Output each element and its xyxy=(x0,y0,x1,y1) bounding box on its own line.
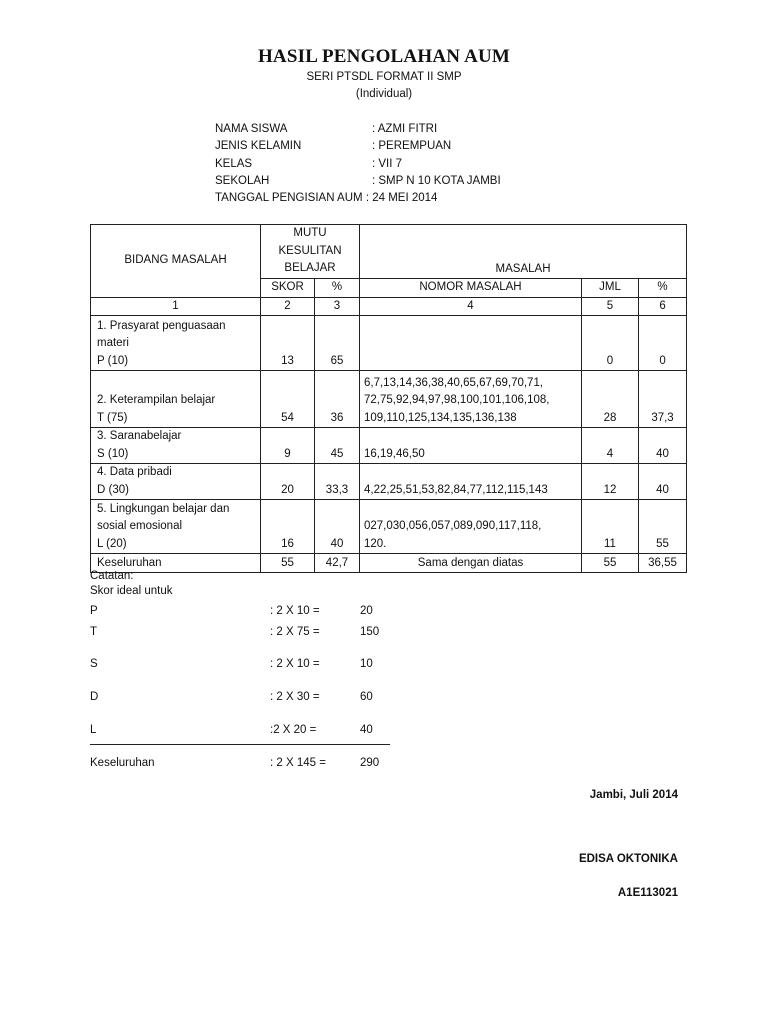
jml-cell: 11 xyxy=(582,500,639,554)
table-row-sarana xyxy=(91,428,687,464)
skor-cell: 20 xyxy=(261,464,315,500)
nomor-cell xyxy=(360,316,582,371)
header-pct: % xyxy=(315,279,360,298)
jml-cell: 28 xyxy=(582,371,639,428)
total-skor: 55 xyxy=(261,554,315,573)
info-value: : VII 7 xyxy=(372,157,403,170)
info-label: KELAS xyxy=(215,157,253,170)
table-header-row xyxy=(91,225,687,279)
pct2-cell: 40 xyxy=(639,428,687,464)
calc-row-l xyxy=(90,721,390,739)
header-jml: JML xyxy=(582,279,639,298)
calc-row-p xyxy=(90,602,390,620)
info-value: : SMP N 10 KOTA JAMBI xyxy=(372,174,501,187)
table-row-total xyxy=(91,554,687,573)
bidang-cell: 3. Saranabelajar S (10) xyxy=(91,428,261,464)
total-nomor: Sama dengan diatas xyxy=(360,554,582,573)
header-bidang-masalah: BIDANG MASALAH xyxy=(91,225,261,298)
skor-cell: 9 xyxy=(261,428,315,464)
total-jml: 55 xyxy=(582,554,639,573)
bidang-cell: 5. Lingkungan belajar dan sosial emosional L (20) xyxy=(91,500,261,554)
jml-cell: 0 xyxy=(582,316,639,371)
calc-formula: : 2 X 10 = xyxy=(270,605,320,617)
col-number: 4 xyxy=(360,297,582,316)
info-row-school xyxy=(215,173,501,190)
col-number: 1 xyxy=(91,297,261,316)
info-value: : PEREMPUAN xyxy=(372,140,452,153)
jml-cell: 4 xyxy=(582,428,639,464)
calc-row-total xyxy=(90,754,390,772)
total-pct: 42,7 xyxy=(315,554,360,573)
nomor-cell: 4,22,25,51,53,82,84,77,112,115,143 xyxy=(360,464,582,500)
calc-key: P xyxy=(90,605,98,617)
info-value: : AZMI FITRI xyxy=(372,123,438,135)
skor-cell: 54 xyxy=(261,371,315,428)
total-label: Keseluruhan xyxy=(91,554,261,573)
table-row-lingkungan xyxy=(91,500,687,554)
sum-divider-line xyxy=(90,744,390,745)
bidang-cell: 4. Data pribadi D (30) xyxy=(91,464,261,500)
calc-key: L xyxy=(90,724,97,736)
nomor-cell: 027,030,056,057,089,090,117,118, 120. xyxy=(360,500,582,554)
calc-formula: : 2 X 30 = xyxy=(270,691,320,703)
header-masalah: MASALAH xyxy=(360,225,687,279)
nomor-cell: 16,19,46,50 xyxy=(360,428,582,464)
pct2-cell: 55 xyxy=(639,500,687,554)
skor-cell: 13 xyxy=(261,316,315,371)
calc-key: D xyxy=(90,691,99,703)
calc-formula: : 2 X 75 = xyxy=(270,626,320,638)
col-number: 2 xyxy=(261,297,315,316)
pct2-cell: 0 xyxy=(639,316,687,371)
table-row-keterampilan xyxy=(91,371,687,428)
pct-cell: 65 xyxy=(315,316,360,371)
calc-formula: : 2 X 145 = xyxy=(270,757,326,769)
calc-key: Keseluruhan xyxy=(90,757,155,769)
table-row-data-pribadi xyxy=(91,464,687,500)
calc-formula: : 2 X 10 = xyxy=(270,658,320,670)
info-label: JENIS KELAMIN xyxy=(215,140,302,153)
info-row-gender xyxy=(215,138,452,155)
calc-result: 40 xyxy=(360,724,373,736)
bidang-cell: 1. Prasyarat penguasaan materi P (10) xyxy=(91,316,261,371)
jml-cell: 12 xyxy=(582,464,639,500)
pct-cell: 40 xyxy=(315,500,360,554)
notes-heading: Catatan: xyxy=(90,570,134,582)
total-pct2: 36,55 xyxy=(639,554,687,573)
col-number: 3 xyxy=(315,297,360,316)
signature-name: EDISA OKTONIKA xyxy=(578,853,678,865)
calc-key: T xyxy=(90,626,98,638)
calc-row-t xyxy=(90,623,390,641)
header-mutu-kesulitan: MUTU KESULITAN BELAJAR xyxy=(261,225,360,279)
document-subtitle: SERI PTSDL FORMAT II SMP xyxy=(306,71,462,83)
info-label: SEKOLAH xyxy=(215,174,270,187)
calc-result: 60 xyxy=(360,691,373,703)
calc-result: 20 xyxy=(360,605,373,617)
header-pct2: % xyxy=(639,279,687,298)
calc-result: 290 xyxy=(360,757,380,769)
info-value: : 24 MEI 2014 xyxy=(362,192,438,205)
table-row-prasyarat xyxy=(91,316,687,371)
calc-row-d xyxy=(90,688,390,706)
document-subtitle-individual: (Individual) xyxy=(355,88,413,100)
calc-row-s xyxy=(90,655,390,673)
calc-key: S xyxy=(90,658,98,670)
col-number: 5 xyxy=(582,297,639,316)
skor-cell: 16 xyxy=(261,500,315,554)
document-title: HASIL PENGOLAHAN AUM xyxy=(257,46,511,67)
info-row-name xyxy=(215,121,437,138)
signature-id-number: A1E113021 xyxy=(617,887,678,899)
student-info xyxy=(215,121,501,207)
info-row-class xyxy=(215,156,437,173)
notes-subheading: Skor ideal untuk xyxy=(90,585,173,597)
aum-results-table xyxy=(90,224,687,573)
header-nomor-masalah: NOMOR MASALAH xyxy=(360,279,582,298)
info-row-date xyxy=(215,190,437,207)
info-label: TANGGAL PENGISIAN AUM xyxy=(215,192,363,205)
nomor-cell: 6,7,13,14,36,38,40,65,67,69,70,71, 72,75,92,94,97,98,100,101,106,108, 109,110,125,134,135,136,138 xyxy=(360,371,582,428)
col-number: 6 xyxy=(639,297,687,316)
calc-result: 150 xyxy=(360,626,380,638)
calc-formula: :2 X 20 = xyxy=(270,724,317,736)
pct2-cell: 37,3 xyxy=(639,371,687,428)
header-skor: SKOR xyxy=(261,279,315,298)
calc-result: 10 xyxy=(360,658,373,670)
bidang-cell: 2. Keterampilan belajar T (75) xyxy=(91,371,261,428)
pct-cell: 36 xyxy=(315,371,360,428)
pct-cell: 45 xyxy=(315,428,360,464)
info-label: NAMA SISWA xyxy=(215,123,288,135)
column-number-row xyxy=(91,297,687,316)
pct-cell: 33,3 xyxy=(315,464,360,500)
pct2-cell: 40 xyxy=(639,464,687,500)
signature-place-date: Jambi, Juli 2014 xyxy=(589,789,678,801)
